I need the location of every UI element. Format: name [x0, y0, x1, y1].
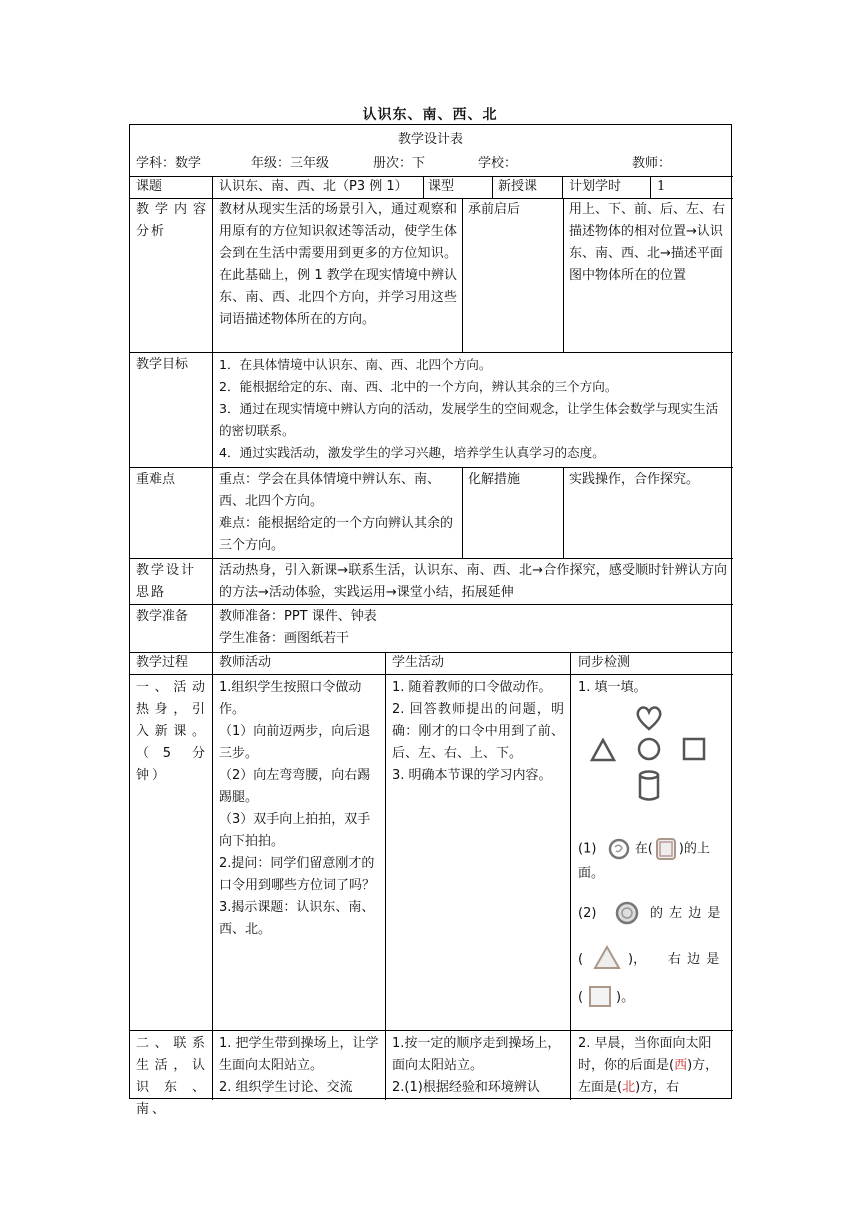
goals-list [219, 354, 729, 464]
stage2-label: 二、联系生活，认识东、南、 [136, 1036, 208, 1117]
check2-answer-2: 北 [622, 1080, 636, 1095]
keypoints-content [219, 469, 457, 557]
school-label: 学校： [478, 156, 518, 171]
teacher-step: 1. 把学生带到操场上，让学生面向太阳站立。 [219, 1036, 379, 1073]
link-content: 用上、下、前、后、左、右描述物体的相对位置→认识东、南、西、北→描述平面图中物体所在的位置 [569, 202, 726, 283]
teacher-activity-header: 教师活动 [219, 655, 272, 670]
heart-icon [634, 703, 664, 733]
teacher-label: 教师： [632, 156, 672, 171]
goals-label: 教学目标 [136, 357, 189, 372]
cylinder-icon [653, 836, 679, 862]
goal-item: 3．通过在现实情境中辨认方向的活动，发展学生的空间观念，让学生体会数学与现实生活的密切联系。 [219, 401, 719, 438]
q2-paren-close-2: )。 [616, 990, 635, 1005]
analysis-label: 教学内容分析 [136, 202, 208, 239]
key-point: 重点：学会在具体情境中辨认东、南、西、北四个方向。 [219, 472, 441, 509]
teacher-step: 1.组织学生按照口令做动作。 [219, 680, 362, 717]
check2-text-b: )方，左面是( [578, 1058, 719, 1095]
stage2-student-activities [392, 1033, 564, 1099]
student-step: 1.按一定的顺序走到操场上，面向太阳站立。 [392, 1036, 561, 1073]
teacher-step: （2）向左弯弯腰，向右踢踢腿。 [219, 768, 371, 805]
triangle-icon [592, 944, 622, 972]
check2-question [578, 1033, 728, 1099]
lesson-type-label: 课型 [428, 179, 455, 194]
check2-text-a: 2. 早晨，当你面向太阳时，你的后面是( [578, 1036, 712, 1073]
cylinder-icon [635, 769, 663, 803]
q2-number: (2) [578, 906, 597, 921]
student-prep: 学生准备：画图纸若干 [219, 631, 350, 646]
q2-paren-open: ( [578, 952, 584, 967]
q2-paren-close: )， [628, 952, 647, 967]
design-label: 教学设计思路 [136, 563, 197, 600]
analysis-content: 教材从现实生活的场景引入，通过观察和用原有的方位知识叙述等活动，使学生体会到在生活中需要用到更多的方位知识。在此基础上，例 1 教学在现实情境中辨认东、南、西、北四个方向，并学习用这些词语描述物体所在的方向。 [219, 202, 457, 327]
teacher-step: 2. 组织学生讨论、交流 [219, 1080, 353, 1095]
teacher-step: （3）双手向上拍拍，双手向下拍拍。 [219, 812, 371, 849]
goal-item: 4．通过实践活动，激发学生的学习兴趣，培养学生认真学习的态度。 [219, 445, 605, 460]
sync-check-header: 同步检测 [578, 655, 631, 670]
planned-hours-label: 计划学时 [569, 179, 622, 194]
lesson-type-value: 新授课 [498, 179, 538, 194]
planned-hours-value: 1 [657, 179, 666, 194]
volume-label: 册次：下 [373, 156, 426, 171]
keypoints-label: 重难点 [136, 472, 176, 487]
q2-text-a: 的 左 边 是 [650, 906, 722, 921]
prep-content [219, 606, 727, 650]
prep-label: 教学准备 [136, 609, 189, 624]
teacher-prep: 教师准备：PPT 课件、钟表 [219, 609, 377, 624]
check1-question1 [578, 836, 728, 886]
topic-label: 课题 [136, 179, 163, 194]
teacher-step: 3.揭示课题：认识东、南、西、北。 [219, 900, 375, 937]
student-step: 1. 随着教师的口令做动作。 [392, 680, 552, 695]
student-activity-header: 学生活动 [392, 655, 445, 670]
document-title: 认识东、南、西、北 [362, 107, 498, 123]
subject-label: 学科：数学 [136, 156, 202, 171]
student-step: 2.(1)根据经验和环境辨认 [392, 1080, 540, 1095]
teacher-step: （1）向前迈两步，向后退三步。 [219, 724, 371, 761]
measure-label: 化解措施 [468, 472, 521, 487]
q1-text-a: 在( [634, 841, 653, 857]
table-caption: 教学设计表 [397, 132, 463, 147]
q1-number: (1) [578, 841, 597, 857]
circle-icon [635, 735, 663, 763]
check1-question2 [578, 900, 728, 1012]
square-icon [586, 984, 614, 1010]
goal-item: 2．能根据给定的东、南、西、北中的一个方向，辨认其余的三个方向。 [219, 379, 618, 394]
q2-paren-open-2: ( [578, 990, 584, 1005]
student-step: 2. 回答教师提出的问题，明确：刚才的口令中用到了前、后、左、右、上、下。 [392, 702, 564, 761]
lesson-design-table [129, 124, 732, 1117]
topic-value: 认识东、南、西、北（P3 例 1） [219, 179, 408, 194]
stage1-student-activities [392, 677, 564, 787]
difficulty-point: 难点：能根据给定的一个方向辨认其余的三个方向。 [219, 516, 454, 553]
triangle-icon [589, 737, 617, 763]
goal-item: 1．在具体情境中认识东、南、西、北四个方向。 [219, 357, 492, 372]
link-label: 承前启后 [468, 202, 521, 217]
stage1-label: 一、活动热身，引入新课。（5 分钟） [136, 680, 208, 783]
check2-text-c: )方，右 [635, 1080, 680, 1095]
check2-answer-1: 西 [674, 1058, 688, 1073]
check1-title: 1. 填一填。 [578, 680, 647, 695]
circle-icon [614, 900, 640, 926]
circle-icon [607, 837, 631, 861]
process-label: 教学过程 [136, 655, 189, 670]
stage1-teacher-activities [219, 677, 381, 941]
q1-text-b: )的上面。 [578, 841, 710, 881]
measure-value: 实践操作，合作探究。 [569, 472, 700, 487]
stage2-teacher-activities [219, 1033, 381, 1099]
square-icon [680, 736, 708, 762]
design-content: 活动热身，引入新课→联系生活，认识东、南、西、北→合作探究，感受顺时针辨认方向的方法→活动体验，实践运用→课堂小结，拓展延伸 [219, 563, 727, 600]
student-step: 3. 明确本节课的学习内容。 [392, 768, 552, 783]
teacher-step: 2.提问：同学们留意刚才的口令用到哪些方位词了吗？ [219, 856, 376, 893]
q2-text-right: 右 边 是 [668, 952, 721, 967]
grade-label: 年级：三年级 [251, 156, 330, 171]
